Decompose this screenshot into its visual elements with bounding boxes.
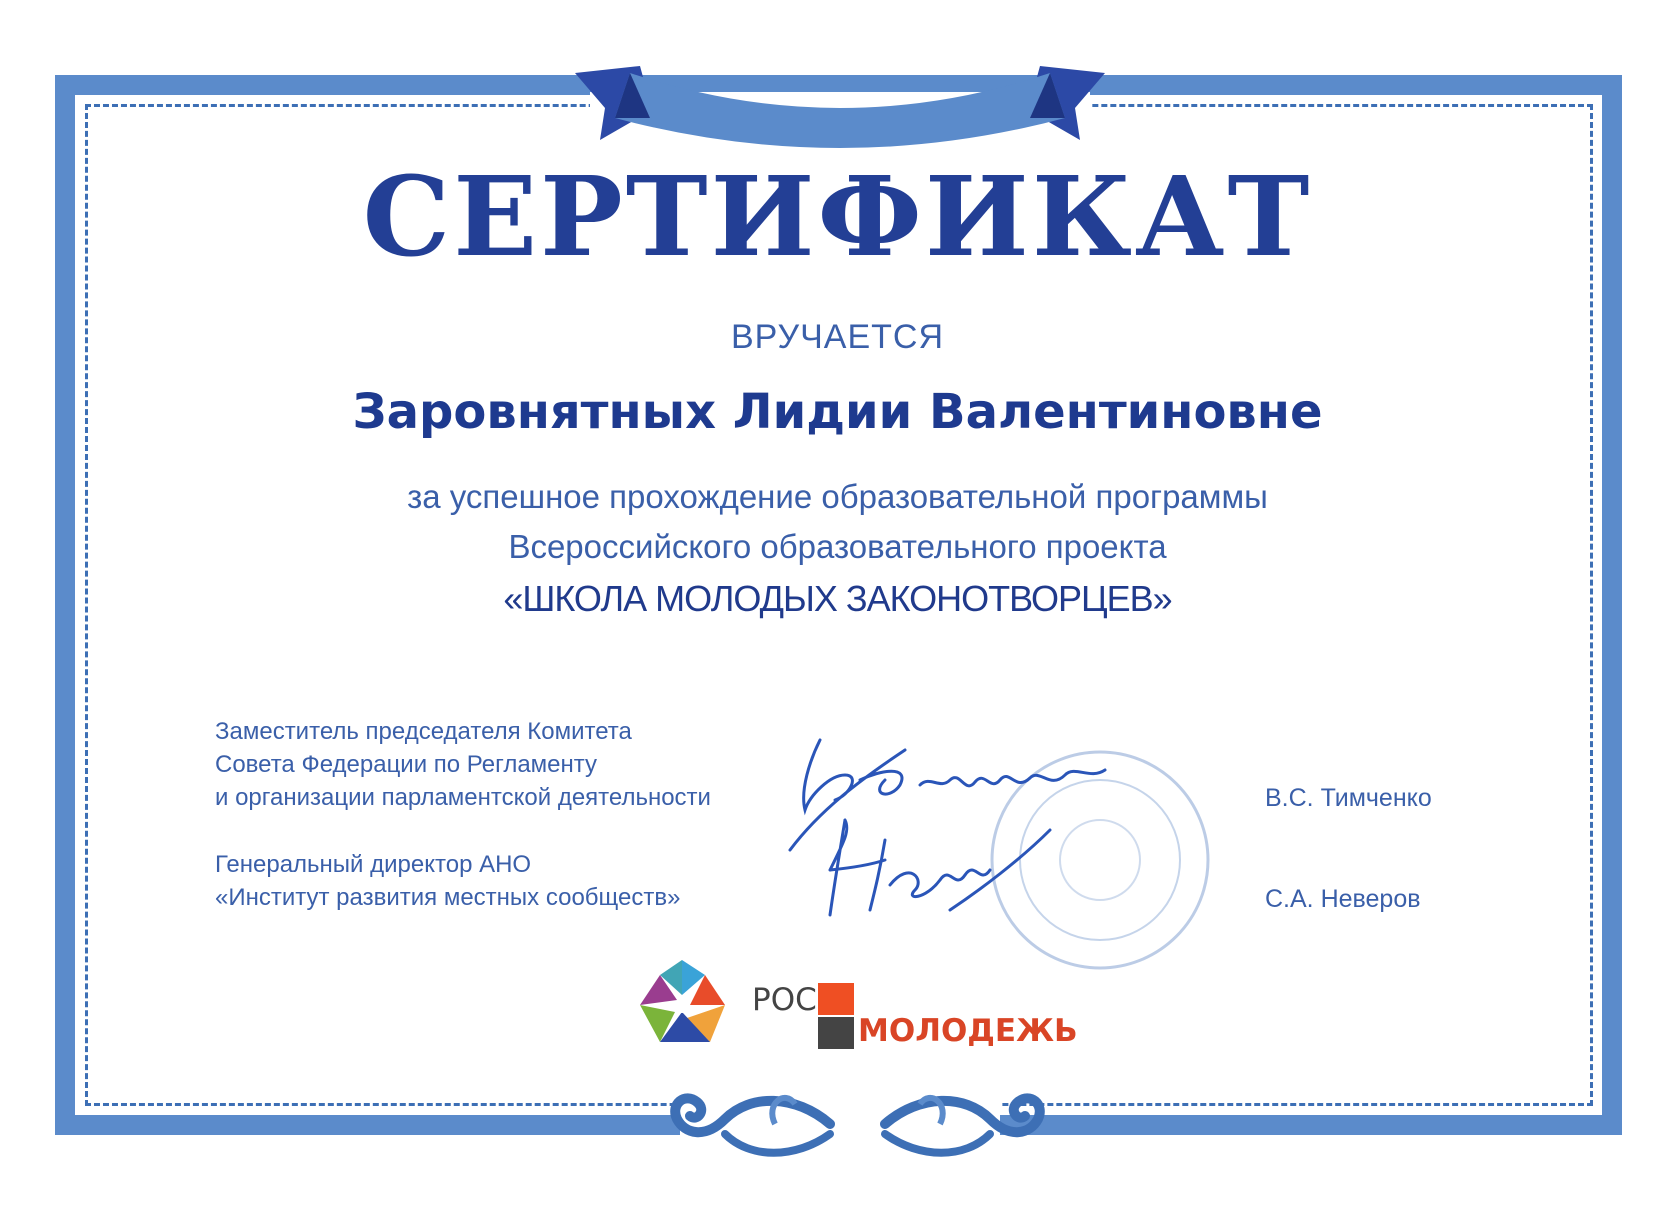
left-ornament-icon [655,1074,835,1169]
signatory-1-title-line: и организации парламентской деятельности [215,784,711,811]
rosmolodezh-dark-square [818,1017,854,1049]
ribbon-banner-icon [560,48,1120,148]
reason-line-2: Всероссийского образовательного проекта [508,528,1167,565]
right-ornament-icon [880,1074,1060,1169]
rosmolodezh-orange-square [818,983,854,1015]
awarded-label: ВРУЧАЕТСЯ [730,318,945,356]
signatory-1-name: В.С. Тимченко [1265,784,1432,812]
program-name: «ШКОЛА МОЛОДЫХ ЗАКОНОТВОРЦЕВ» [503,578,1172,619]
rosmolodezh-logo-text-mol: МОЛОДЕЖЬ [858,1013,1078,1049]
signatory-2-title-line: Генеральный директор АНО [215,851,532,878]
puzzle-hands-logo-icon [625,950,740,1065]
certificate-title: СЕРТИФИКАТ [362,152,1313,281]
handwritten-signatures [750,720,1210,950]
rosmolodezh-logo-text-ros: РОС [752,982,817,1018]
signatory-1-title [215,715,711,814]
signatory-2-title [215,848,680,914]
signatory-2-name: С.А. Неверов [1265,885,1421,913]
signatory-1-title-line: Заместитель председателя Комитета [215,718,632,745]
signatory-1-title-line: Совета Федерации по Регламенту [215,751,598,778]
signatory-2-title-line: «Институт развития местных сообществ» [215,884,681,911]
recipient-name: Заровнятных Лидии Валентиновне [352,384,1323,440]
reason-line-1: за успешное прохождение образовательной программы [407,478,1268,515]
